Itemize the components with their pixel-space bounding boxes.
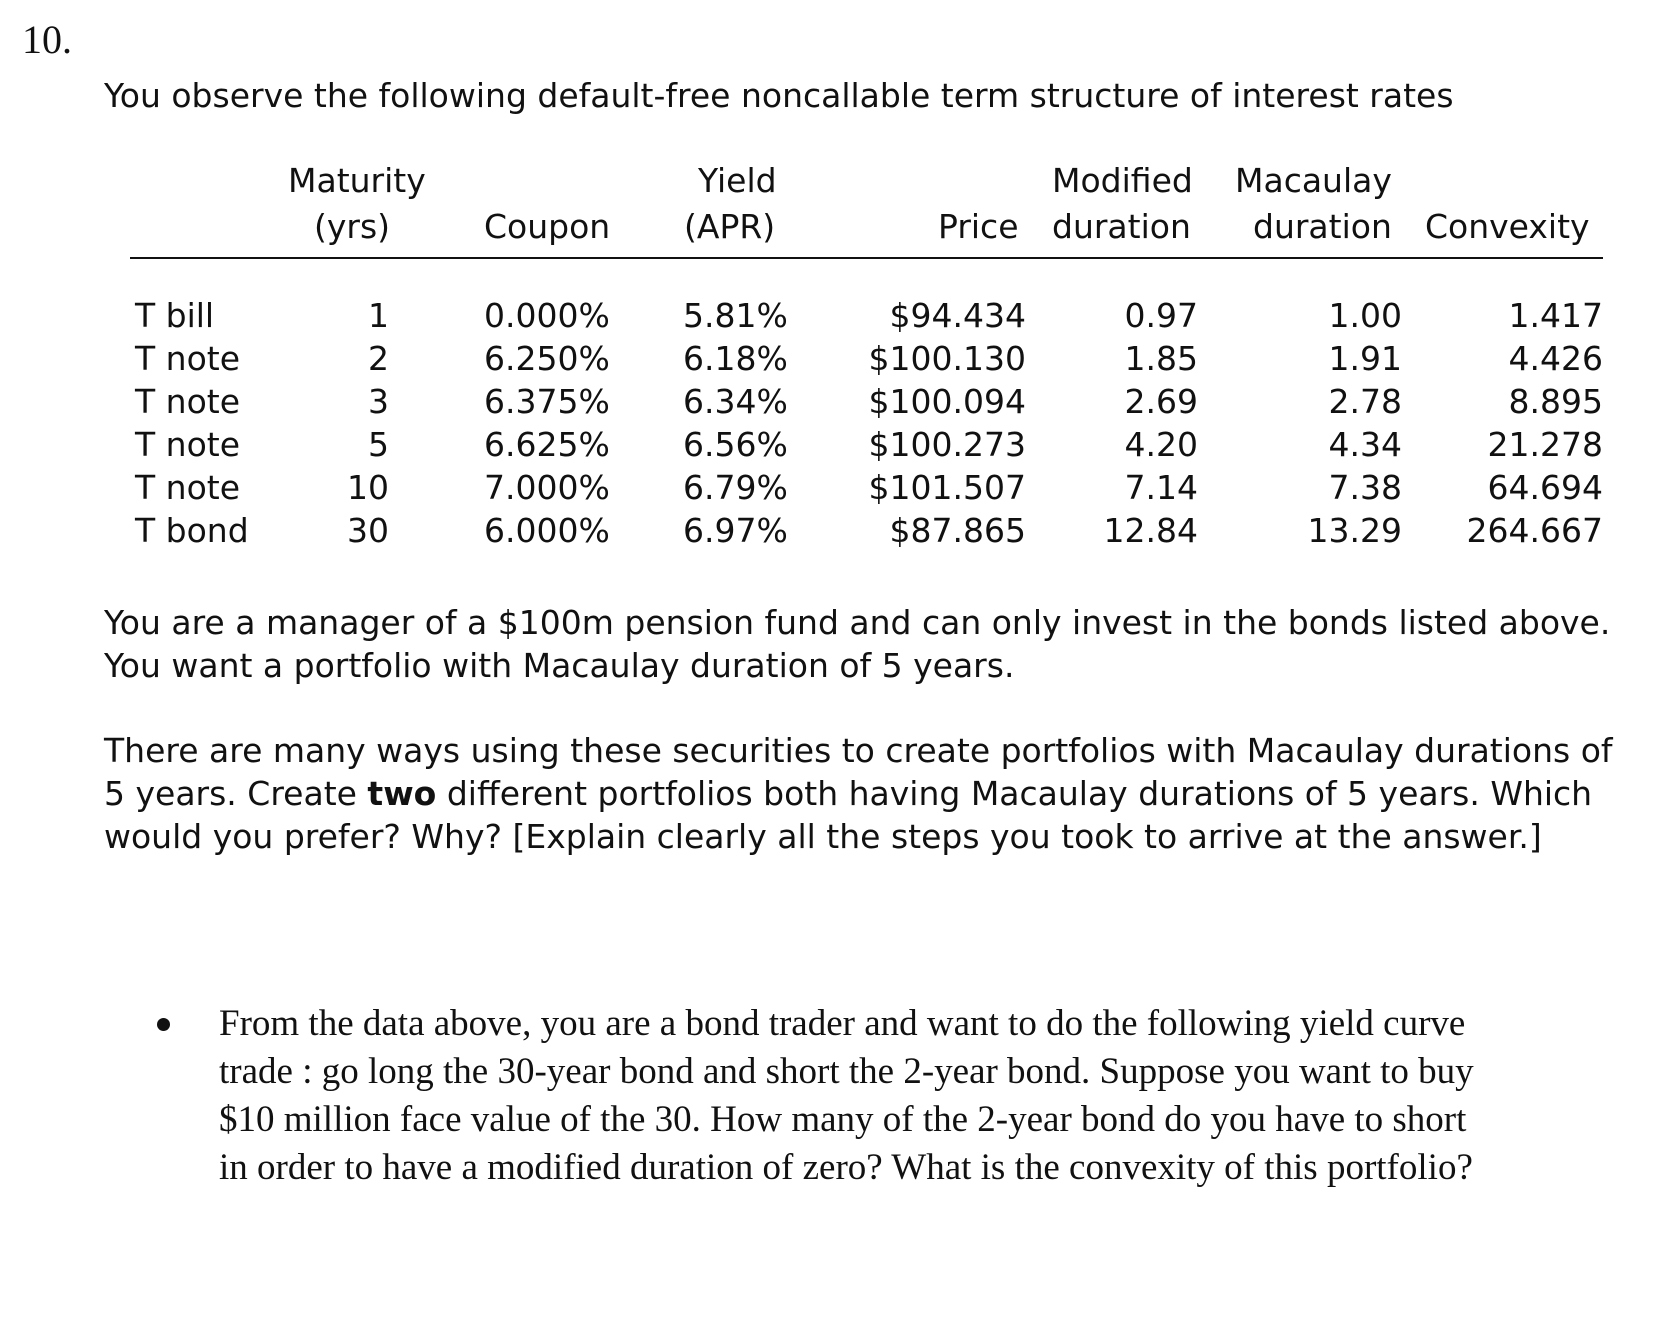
cell-name: T note <box>135 382 240 421</box>
cell-maturity: 30 <box>347 511 389 550</box>
header-maturity: Maturity <box>288 161 426 200</box>
cell-yield: 6.97% <box>683 511 788 550</box>
cell-convexity: 64.694 <box>1487 468 1603 507</box>
cell-maturity: 1 <box>368 296 389 335</box>
cell-modified-duration: 12.84 <box>1103 511 1198 550</box>
cell-convexity: 264.667 <box>1466 511 1603 550</box>
cell-price: $100.130 <box>868 339 1026 378</box>
cell-modified-duration: 2.69 <box>1124 382 1198 421</box>
cell-name: T note <box>135 468 240 507</box>
table-row <box>0 425 1658 468</box>
cell-coupon: 6.375% <box>484 382 610 421</box>
cell-yield: 6.79% <box>683 468 788 507</box>
cell-modified-duration: 1.85 <box>1124 339 1198 378</box>
paragraph-part-1: There are many ways using these securities to create portfolios with Macaulay durations of 5 years. Create <box>104 731 1613 813</box>
cell-maturity: 3 <box>368 382 389 421</box>
cell-maturity: 2 <box>368 339 389 378</box>
cell-price: $101.507 <box>868 468 1026 507</box>
cell-name: T bill <box>135 296 215 335</box>
cell-yield: 6.18% <box>683 339 788 378</box>
cell-yield: 5.81% <box>683 296 788 335</box>
cell-macaulay-duration: 2.78 <box>1328 382 1402 421</box>
table-row <box>0 382 1658 425</box>
cell-price: $100.273 <box>868 425 1026 464</box>
table-row <box>0 468 1658 511</box>
table-row <box>0 511 1658 554</box>
header-modified-duration: duration <box>1052 207 1191 246</box>
question-number: 10. <box>22 17 72 62</box>
cell-macaulay-duration: 7.38 <box>1328 468 1402 507</box>
cell-price: $94.434 <box>889 296 1026 335</box>
cell-price: $100.094 <box>868 382 1026 421</box>
header-maturity-units: (yrs) <box>314 207 391 246</box>
cell-coupon: 0.000% <box>484 296 610 335</box>
cell-price: $87.865 <box>889 511 1026 550</box>
cell-name: T note <box>135 425 240 464</box>
cell-convexity: 21.278 <box>1487 425 1603 464</box>
cell-modified-duration: 7.14 <box>1124 468 1198 507</box>
cell-coupon: 7.000% <box>484 468 610 507</box>
cell-convexity: 1.417 <box>1508 296 1603 335</box>
header-coupon: Coupon <box>484 207 611 246</box>
header-modified: Modified <box>1052 161 1193 200</box>
bullet-icon <box>157 1018 170 1031</box>
bond-table <box>0 296 1658 554</box>
paragraph-bold-two: two <box>367 774 437 813</box>
cell-maturity: 10 <box>347 468 389 507</box>
cell-modified-duration: 0.97 <box>1124 296 1198 335</box>
header-rule <box>130 257 1603 259</box>
cell-coupon: 6.250% <box>484 339 610 378</box>
header-yield: Yield <box>698 161 777 200</box>
cell-coupon: 6.000% <box>484 511 610 550</box>
cell-name: T bond <box>135 511 249 550</box>
cell-macaulay-duration: 4.34 <box>1328 425 1402 464</box>
cell-modified-duration: 4.20 <box>1124 425 1198 464</box>
paragraph-pension-fund: You are a manager of a $100m pension fund and can only invest in the bonds listed above. You want a portfolio with Macaulay duration of 5 years. <box>104 603 1611 685</box>
cell-yield: 6.34% <box>683 382 788 421</box>
paragraph-part-2: different portfolios both having Macaulay durations of 5 years. Which would you prefer? Why? [Explain clearly all the steps you took to arrive at the answer.] <box>104 774 1593 856</box>
cell-maturity: 5 <box>368 425 389 464</box>
cell-macaulay-duration: 13.29 <box>1307 511 1402 550</box>
cell-convexity: 8.895 <box>1508 382 1603 421</box>
cell-macaulay-duration: 1.00 <box>1328 296 1402 335</box>
table-row <box>0 339 1658 382</box>
intro-text: You observe the following default-free noncallable term structure of interest rates <box>104 76 1454 115</box>
header-price: Price <box>938 207 1019 246</box>
table-row <box>0 296 1658 339</box>
cell-coupon: 6.625% <box>484 425 610 464</box>
cell-convexity: 4.426 <box>1508 339 1603 378</box>
bullet-question: From the data above, you are a bond trader and want to do the following yield curve trade : go long the 30-year bond and short the 2-year bond. Suppose you want to buy $10 million face value of the 30. How many of the 2-year bond do you have to short in order to have a modified duration of zero? What is the convexity of this portfolio? <box>219 1003 1474 1188</box>
paragraph-portfolios <box>104 729 1634 858</box>
header-yield-units: (APR) <box>684 207 776 246</box>
cell-macaulay-duration: 1.91 <box>1328 339 1402 378</box>
header-macaulay: Macaulay <box>1235 161 1392 200</box>
cell-yield: 6.56% <box>683 425 788 464</box>
header-macaulay-duration: duration <box>1253 207 1392 246</box>
cell-name: T note <box>135 339 240 378</box>
header-convexity: Convexity <box>1425 207 1590 246</box>
